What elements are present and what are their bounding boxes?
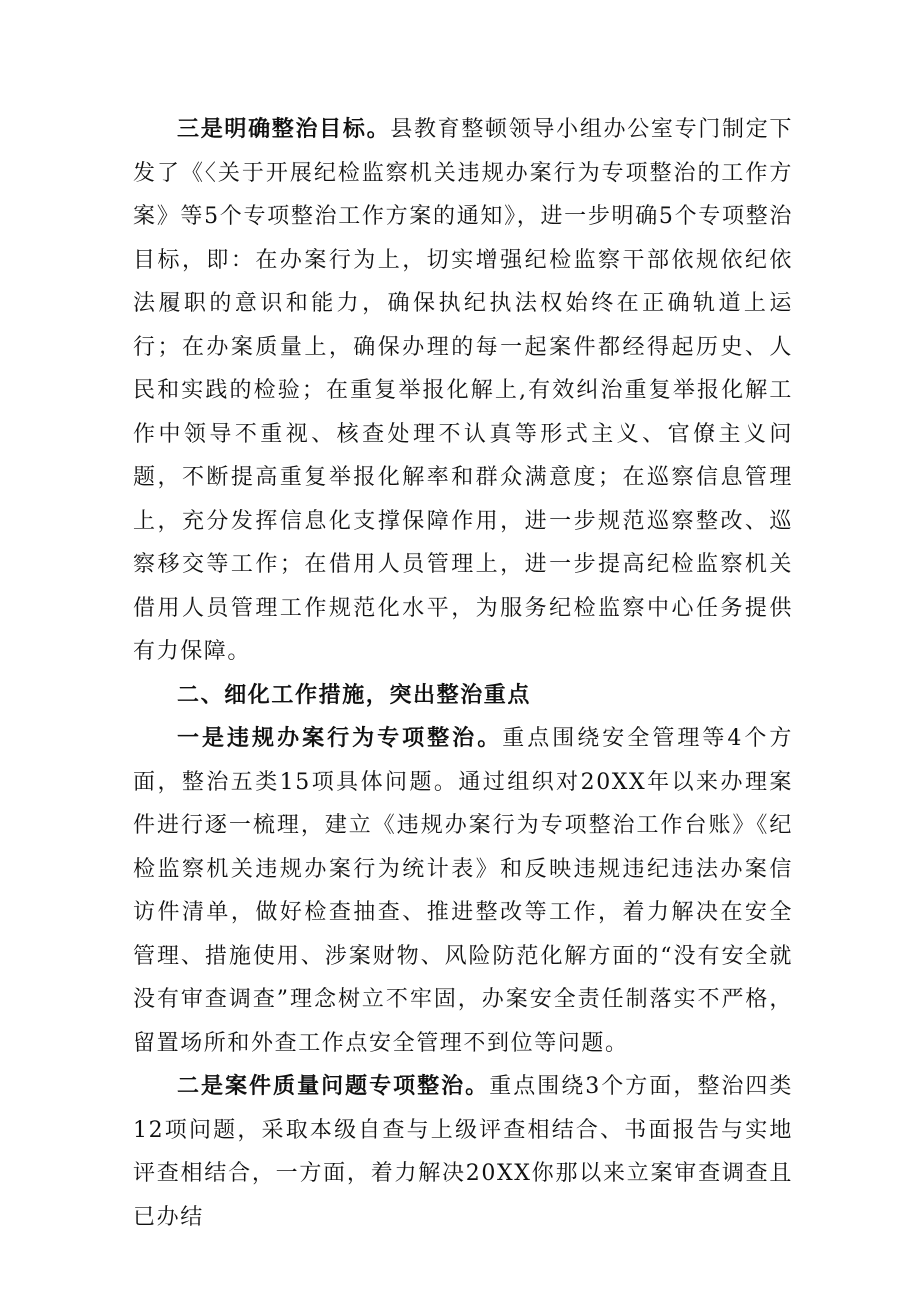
- paragraph-lead: 三是明确整治目标。: [177, 116, 391, 142]
- paragraph-body: 重点围绕安全管理等4个方面，整治五类15项具体问题。通过组织对20XX年以来办理案件进行逐一梳理，建立《违规办案行为专项整治工作台账》《纪检监察机关违规办案行为统计表》和反映违规违纪违法办案信访件清单，做好检查抽查、推进整改等工作，着力解决在安全管理、措施使用、涉案财物、风险防范化解方面的“没有安全就没有审查调查”理念树立不牢固，办案安全责任制落实不严格，留置场所和外查工作点安全管理不到位等问题。: [133, 726, 793, 1056]
- paragraph-violation-rectification: [133, 717, 793, 1065]
- paragraph-lead: 一是违规办案行为专项整治。: [177, 725, 503, 751]
- section-heading: 二、细化工作措施，突出整治重点: [177, 681, 532, 708]
- document-page: [133, 108, 793, 1239]
- paragraph-case-quality: [133, 1065, 793, 1239]
- paragraph-body: 重点围绕3个方面，整治四类12项问题，采取本级自查与上级评查相结合、书面报告与实地评查相结合，一方面，着力解决20XX你那以来立案审查调查且已办结: [133, 1074, 793, 1230]
- paragraph-lead: 二是案件质量问题专项整治。: [177, 1073, 490, 1099]
- paragraph-body: 县教育整顿领导小组办公室专门制定下发了《〈关于开展纪检监察机关违规办案行为专项整治的工作方案》等5个专项整治工作方案的通知》，进一步明确5个专项整治目标，即：在办案行为上，切实增强纪检监察干部依规依纪依法履职的意识和能力，确保执纪执法权始终在正确轨道上运行；在办案质量上，确保办理的每一起案件都经得起历史、人民和实践的检验；在重复举报化解上,有效纠治重复举报化解工作中领导不重视、核查处理不认真等形式主义、官僚主义问题，不断提高重复举报化解率和群众满意度；在巡察信息管理上，充分发挥信息化支撑保障作用，进一步规范巡察整改、巡察移交等工作；在借用人员管理上，进一步提高纪检监察机关借用人员管理工作规范化水平，为服务纪检监察中心任务提供有力保障。: [133, 117, 793, 664]
- paragraph-objectives: [133, 108, 793, 674]
